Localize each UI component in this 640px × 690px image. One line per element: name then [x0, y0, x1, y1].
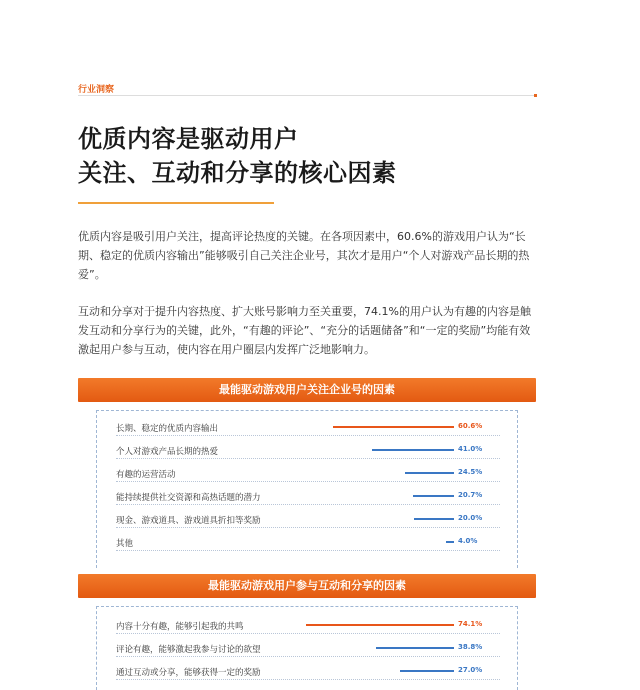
bar — [414, 518, 454, 520]
bar-label: 评论有趣，能够激起我参与讨论的欲望 — [116, 645, 261, 655]
row-divider — [116, 527, 500, 528]
bar-row — [100, 487, 520, 509]
bar-row — [100, 441, 520, 463]
bar-label: 能持续提供社交资源和高热话题的潜力 — [116, 493, 261, 503]
row-divider — [116, 550, 500, 551]
chart-interaction-factors — [78, 574, 536, 690]
bar-row — [100, 639, 520, 661]
bar-value-label: 41.0% — [458, 445, 483, 453]
row-divider — [116, 633, 500, 634]
bar-row — [100, 616, 520, 638]
bar — [400, 670, 454, 672]
bar — [376, 647, 454, 649]
bar-label: 现金、游戏道具、游戏道具折扣等奖励 — [116, 516, 261, 526]
bar-label: 内容十分有趣，能够引起我的共鸣 — [116, 622, 244, 632]
top-divider — [78, 95, 536, 96]
bar-row — [100, 464, 520, 486]
chart-title: 最能驱动游戏用户关注企业号的因素 — [78, 378, 536, 402]
paragraph-1: 优质内容是吸引用户关注，提高评论热度的关键。在各项因素中，60.6%的游戏用户认为“长期、稳定的优质内容输出”能够吸引自己关注企业号，其次才是用户“个人对游戏产品长期的热爱”。 — [78, 230, 530, 281]
headline-line-1: 优质内容是驱动用户 — [78, 125, 299, 153]
bar-value-label: 24.5% — [458, 468, 483, 476]
bar-value-label: 20.0% — [458, 514, 483, 522]
section-tag: 行业洞察 — [78, 85, 115, 95]
bar-value-label: 38.8% — [458, 643, 483, 651]
bar — [333, 426, 454, 428]
bar-row — [100, 662, 520, 684]
bar-label: 通过互动或分享，能够获得一定的奖励 — [116, 668, 261, 678]
bar-label: 有趣的运营活动 — [116, 470, 176, 480]
row-divider — [116, 458, 500, 459]
bar-value-label: 74.1% — [458, 620, 483, 628]
bar — [446, 541, 454, 543]
bar-value-label: 20.7% — [458, 491, 483, 499]
chart-follow-factors — [78, 378, 536, 568]
row-divider — [116, 656, 500, 657]
bar — [306, 624, 454, 626]
bar-row — [100, 418, 520, 440]
headline — [78, 122, 538, 190]
row-divider — [116, 481, 500, 482]
bar — [405, 472, 454, 474]
bar-label: 个人对游戏产品长期的热爱 — [116, 447, 219, 457]
bar-row — [100, 510, 520, 532]
bar-row — [100, 533, 520, 555]
bar-value-label: 60.6% — [458, 422, 483, 430]
bar-value-label: 4.0% — [458, 537, 478, 545]
headline-underline — [78, 202, 274, 204]
paragraph-2: 互动和分享对于提升内容热度、扩大账号影响力至关重要，74.1%的用户认为有趣的内容是触发互动和分享行为的关键，此外，“有趣的评论”、“充分的话题储备”和“一定的奖励”均能有效激起用户参与互动，使内容在用户圈层内发挥广泛地影响力。 — [78, 305, 531, 356]
bar-value-label: 27.0% — [458, 666, 483, 674]
divider-accent-dot — [534, 94, 537, 97]
bar — [413, 495, 454, 497]
chart-title: 最能驱动游戏用户参与互动和分享的因素 — [78, 574, 536, 598]
bar-label: 其他 — [116, 539, 134, 549]
row-divider — [116, 679, 500, 680]
row-divider — [116, 435, 500, 436]
headline-line-2: 关注、互动和分享的核心因素 — [78, 159, 397, 187]
row-divider — [116, 504, 500, 505]
bar-label: 长期、稳定的优质内容输出 — [116, 424, 219, 434]
bar — [372, 449, 454, 451]
